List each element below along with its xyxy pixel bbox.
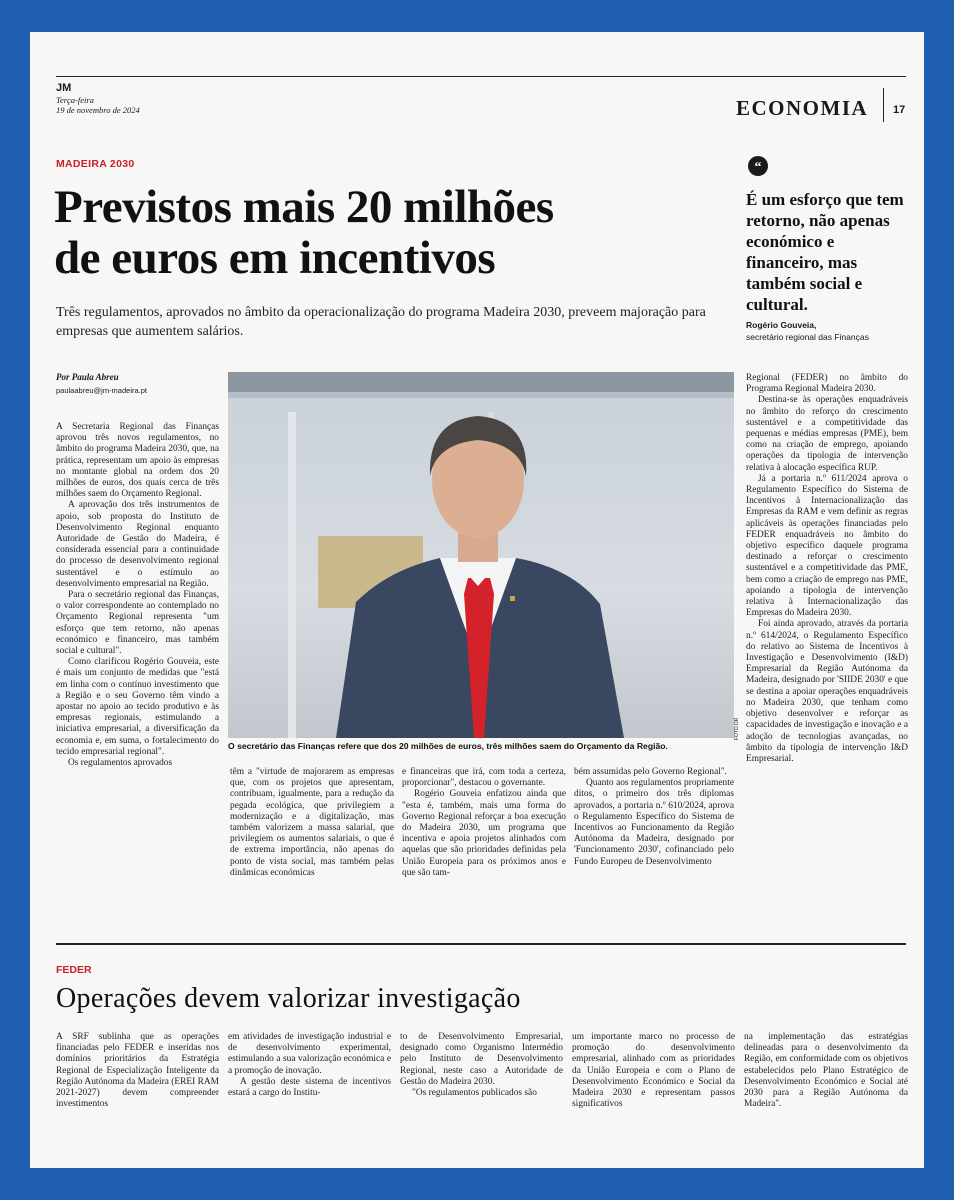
section-divider bbox=[883, 88, 884, 122]
paragraph: Rogério Gouveia enfatizou ainda que "esta é, também, mais uma forma do Governo Regional reforçar a boa execução do Madeira 2030, um programa que incentiva e apoia projetos alinhados com aquelas que são prioridades definidas pela União Europeia para os próximos anos e que são tam- bbox=[402, 789, 566, 878]
paragraph: Já a portaria n.º 611/2024 aprova o Regulamento Específico do Sistema de Incentivos à Internacionalização das Empresas da RAM e vem definir as regras aplicáveis às operações financiadas pelo FEDER enquadráveis no âmbito do objetivo específico daquele programa destinado a reforçar o crescimento sustentável e a competitividade das PME, bem como a criação de emprego nas PME, apoiando a tipologia de intervenção relativa à Internacionalização das Empresas do Madeira 2030. bbox=[746, 473, 908, 619]
article-column-2 bbox=[230, 767, 394, 937]
article-photo bbox=[228, 372, 734, 738]
paragraph: Os regulamentos aprovados bbox=[68, 758, 173, 769]
photo-illustration bbox=[228, 372, 734, 738]
paragraph: Foi ainda aprovado, através da portaria n.º 614/2024, o Regulamento Específico do relativo ao Sistema de Incentivos à Investigação e Desenvolvimento (I&D) Empresarial da Região Autónoma da Madeira, designado por 'SIIDE 2030' e que se destina a apoiar operações enquadráveis no Madeira 2030, que tenham como objetivo desenvolver e reforçar as capacidades de investigação e inovação e a adoção de tecnologias avançadas, no âmbito da tipologia de intervenção I&D Empresarial. bbox=[746, 619, 908, 764]
article-kicker: MADEIRA 2030 bbox=[56, 158, 135, 170]
top-rule bbox=[56, 76, 906, 77]
sidebar-column-4 bbox=[572, 1032, 735, 1142]
sidebar-column-1 bbox=[56, 1032, 219, 1142]
article-column-1 bbox=[56, 422, 219, 942]
masthead-weekday: Terça-feira bbox=[56, 95, 94, 105]
headline-line-2: de euros em incentivos bbox=[54, 232, 496, 284]
paragraph: bém assumidas pelo Governo Regional". bbox=[574, 767, 728, 777]
sidebar-column-3 bbox=[400, 1032, 563, 1142]
paragraph: Regional (FEDER) no âmbito do Programa Regional Madeira 2030. bbox=[746, 373, 908, 395]
paragraph: e financeiras que irá, com toda a certeza, proporcionar", destacou o governante. bbox=[402, 767, 566, 789]
paragraph: Quanto aos regulamentos propriamente ditos, o primeiro dos três diplomas aprovados, a portaria n.º 610/2024, aprova o Regulamento Específico do Sistema de Incentivos ao Funcionamento da Região Autónoma da Madeira, designado por 'Funcionamento 2030', cofinanciado pelo Fundo Europeu de Desenvolvimento bbox=[574, 778, 734, 867]
article-column-5 bbox=[746, 373, 908, 938]
sidebar-top-rule bbox=[56, 943, 906, 945]
masthead-brand: JM bbox=[56, 82, 72, 94]
paragraph: Como clarificou Rogério Gouveia, este é mais um conjunto de medidas que "está em linha com o contínuo investimento que a Região e o seu Governo têm vindo a apostar no apoio ao tecido produtivo e às empresas regionais, estimulando a iniciativa empresarial, a diversificação da economia e, em suma, o fortalecimento do tecido empresarial regional". bbox=[56, 657, 219, 757]
photo-credit: FOTO DR bbox=[734, 717, 740, 740]
masthead-date: 19 de novembro de 2024 bbox=[56, 105, 140, 115]
pullquote-name: Rogério Gouveia, bbox=[746, 320, 817, 330]
paragraph: A SRF sublinha que as operações financiadas pelo FEDER e inseridas nos domínios prioritários da Estratégia Regional de Especialização Inteligente da Região Autónoma da Madeira (EREI RAM 2021-2027) devem compreender investimentos bbox=[56, 1032, 219, 1110]
sidebar-column-5 bbox=[744, 1032, 908, 1142]
photo-caption: O secretário das Finanças refere que dos 20 milhões de euros, três milhões saem do Orçamento da Região. bbox=[228, 741, 668, 751]
byline-author: Por Paula Abreu bbox=[56, 372, 119, 382]
newspaper-page bbox=[30, 32, 924, 1168]
paragraph: Destina-se às operações enquadráveis no âmbito do reforço do crescimento sustentável e a competitividade das pequenas e médias empresas (PME), bem como na criação de emprego, apoiando operações da tipologia de intervenção relativa à alocação específica RUP. bbox=[746, 395, 908, 473]
paragraph: to de Desenvolvimento Empresarial, designado como Organismo Intermédio pelo Instituto de Desenvolvimento Regional, neste caso a Autoridade de Gestão do Madeira 2030. bbox=[400, 1032, 563, 1087]
page-number: 17 bbox=[893, 104, 906, 116]
paragraph: "Os regulamentos publicados são bbox=[412, 1088, 537, 1099]
sidebar-headline: Operações devem valorizar investigação bbox=[56, 983, 521, 1014]
pullquote-role: secretário regional das Finanças bbox=[746, 332, 869, 342]
pullquote-text: É um esforço que tem retorno, não apenas económico e financeiro, mas também social e cultural. bbox=[746, 190, 904, 314]
sidebar-kicker: FEDER bbox=[56, 964, 92, 976]
section-title: ECONOMIA bbox=[736, 96, 869, 120]
article-column-3 bbox=[402, 767, 566, 937]
article-column-4 bbox=[574, 767, 734, 937]
paragraph: A Secretaria Regional das Finanças aprovou três novos regulamentos, no âmbito do programa Madeira 2030, que, na prática, representam um apoio às empresas no montante global na ordem dos 20 milhões de euros, dos quais cerca de três milhões saem do Orçamento Regional. bbox=[56, 422, 219, 500]
headline-line-1: Previstos mais 20 milhões bbox=[54, 181, 554, 233]
byline-email: paulaabreu@jm-madeira.pt bbox=[56, 386, 147, 395]
article-headline bbox=[54, 182, 744, 284]
paragraph: na implementação das estratégias delineadas para o desenvolvimento da Região, em conformidade com os objetivos estabelecidos pelo Plano Estratégico de Desenvolvimento Económico e Social até 2030 para a Região Autónoma da Madeira". bbox=[744, 1032, 908, 1110]
paragraph: Para o secretário regional das Finanças, o valor correspondente ao contemplado no Orçamento Regional representa "um esforço que tem retorno, não apenas económico e financeiro, mas também social e cultural". bbox=[56, 590, 219, 657]
paragraph: A aprovação dos três instrumentos de apoio, sob proposta do Instituto de Desenvolvimento Regional enquanto Autoridade de Gestão do Madeira, é considerada essencial para a continuidade do processo de desenvolvimento regional sustentável e o estímulo ao desenvolvimento empresarial na Região. bbox=[56, 500, 219, 589]
paragraph: em atividades de investigação industrial e de desenvolvimento experimental, estimulando a sua valorização económica e a promoção de inovação. bbox=[228, 1032, 391, 1076]
article-lead: Três regulamentos, aprovados no âmbito da operacionalização do programa Madeira 2030, preveem majoração para empresas que aumentem salários. bbox=[56, 305, 706, 339]
quote-mark-icon: “ bbox=[748, 156, 768, 176]
paragraph: têm a "virtude de majorarem as empresas que, com os projetos que apresentam, contribuam, igualmente, para a redução da pegada ecológica, que privilegiem a modernização e a digitalização, mas também valorizem a massa salarial, que privilegiem os aumentos salariais, o que é de extrema importância, não apenas do ponto de vista social, mas também pelas dinâmicas económicas bbox=[230, 767, 394, 878]
sidebar-column-2 bbox=[228, 1032, 391, 1142]
paragraph: um importante marco no processo de promoção do desenvolvimento empresarial, alinhado com as prioridades da União Europeia e com o Plano de Desenvolvimento Económico e Social da Madeira 2030 e representam passos significativos bbox=[572, 1032, 735, 1110]
paragraph: A gestão deste sistema de incentivos estará a cargo do Institu- bbox=[228, 1076, 391, 1099]
